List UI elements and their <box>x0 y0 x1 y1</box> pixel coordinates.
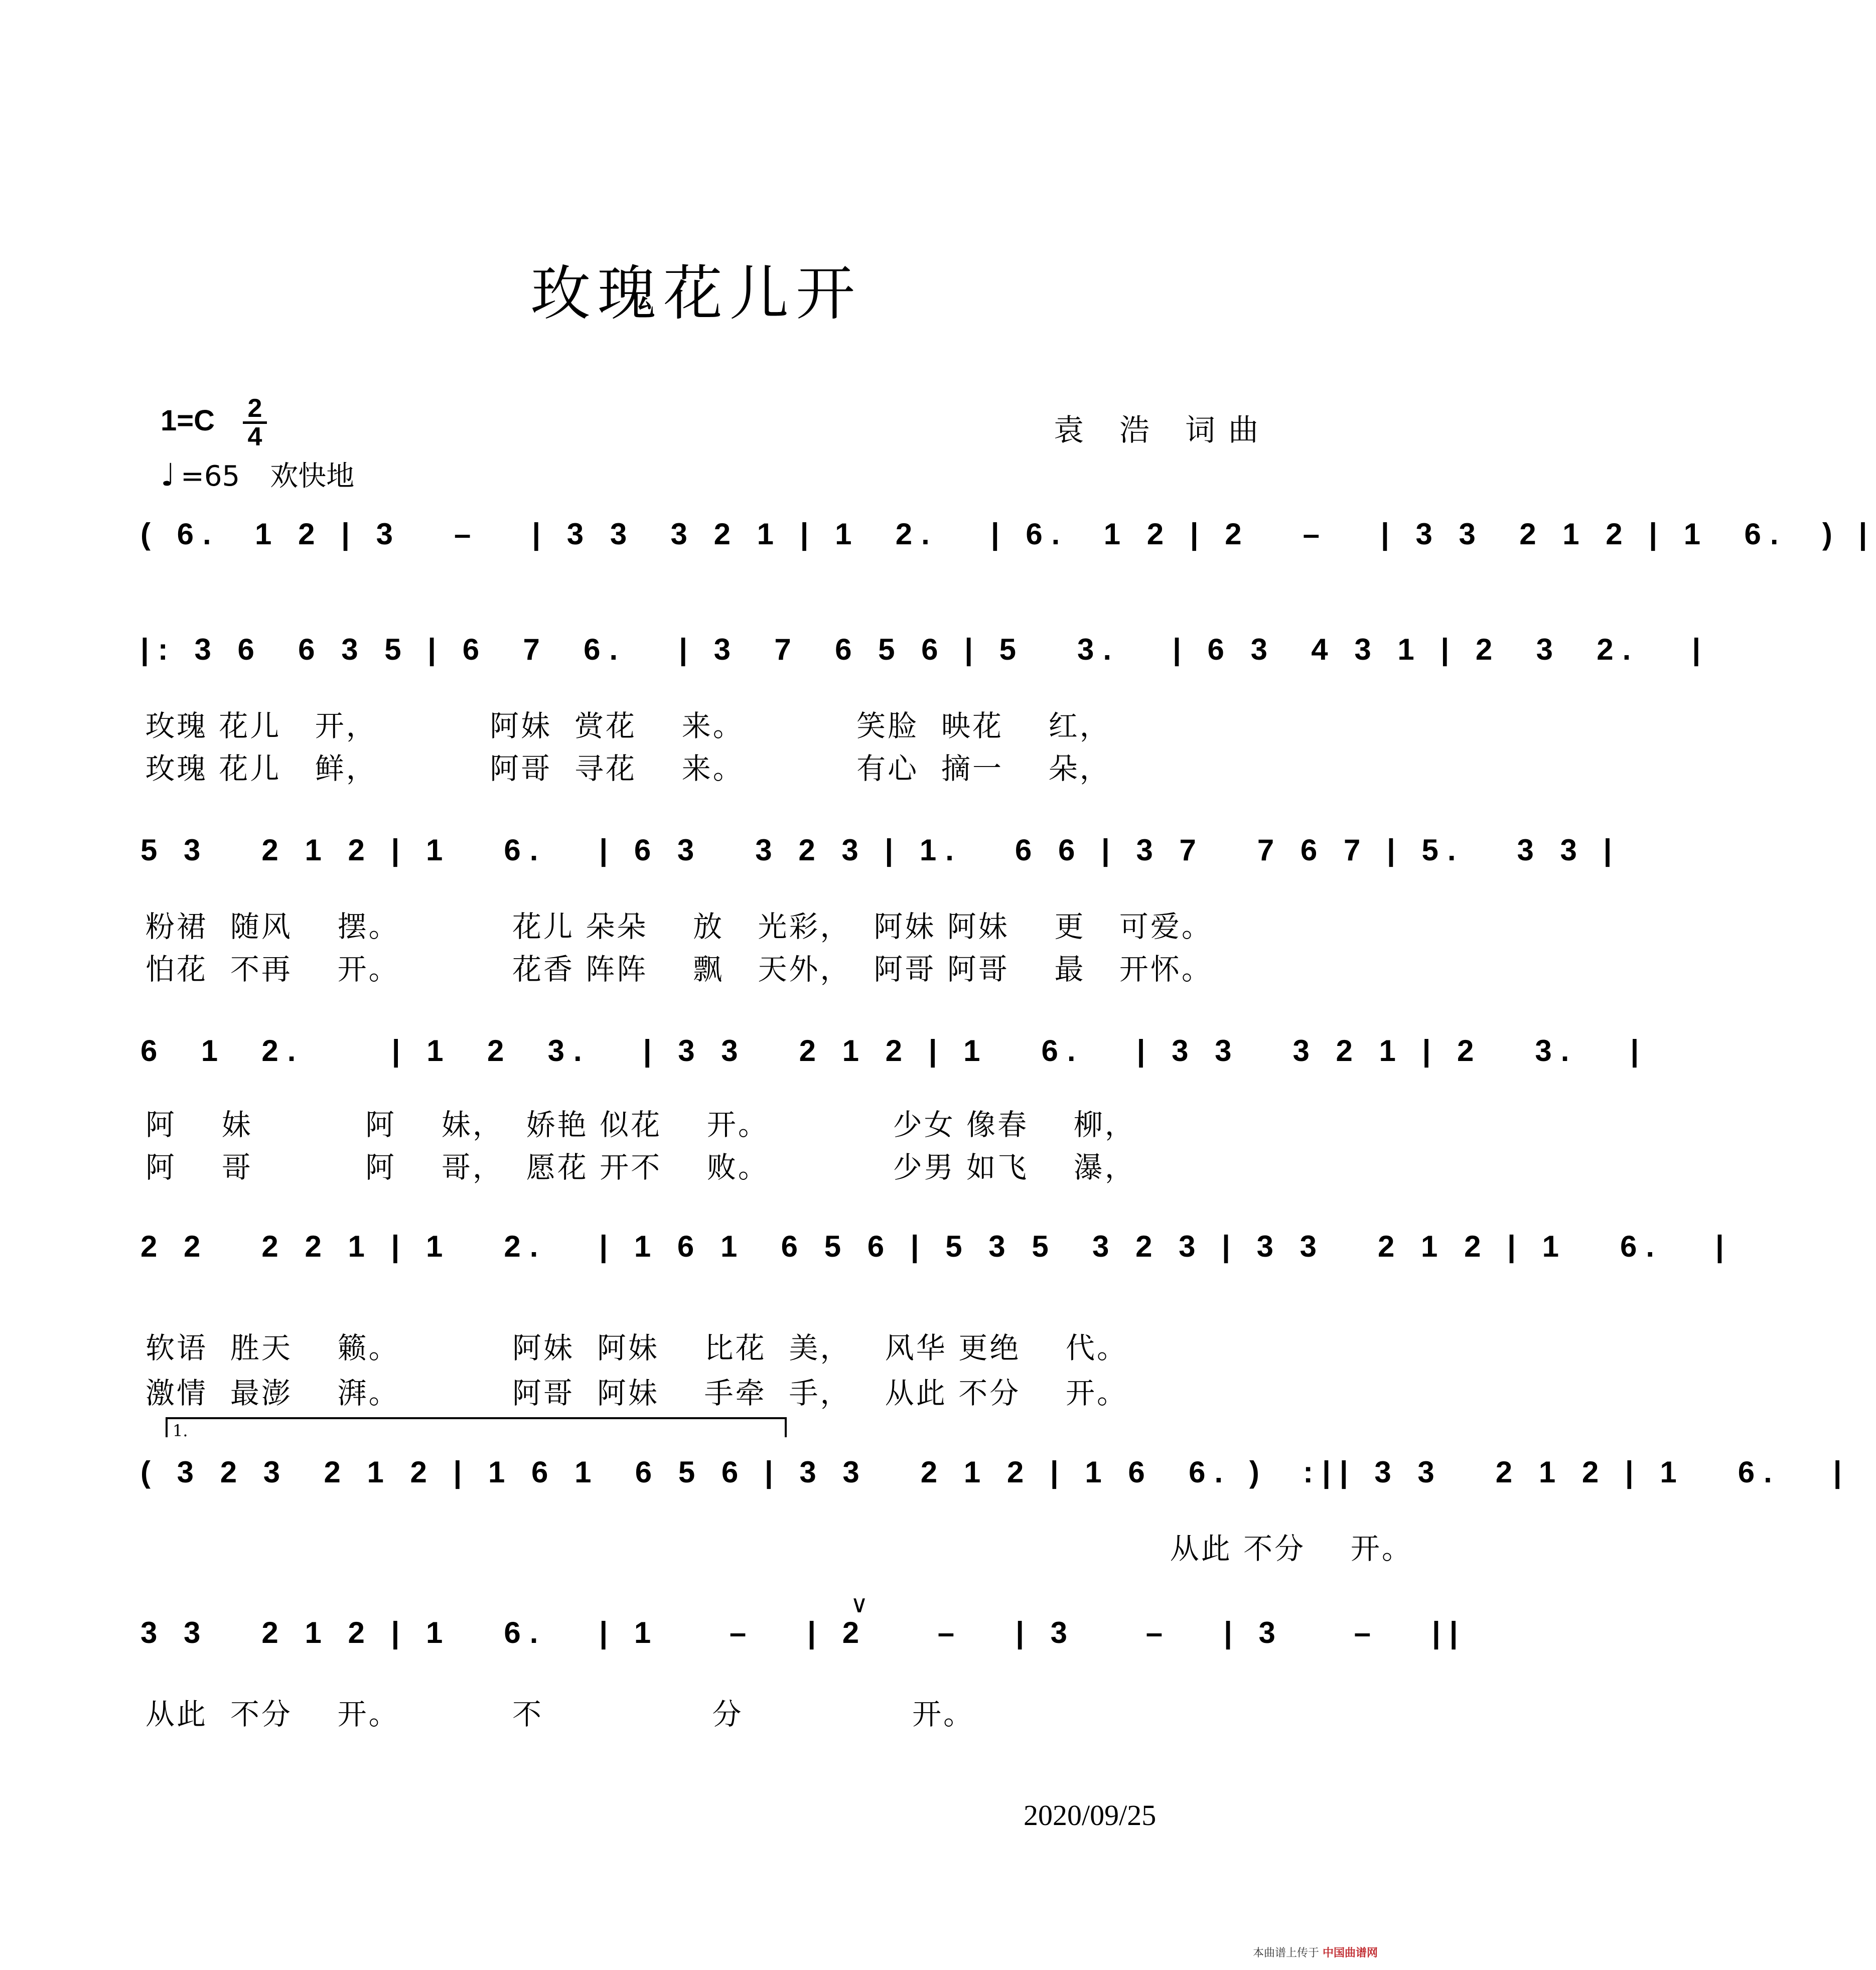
lyric-line-verse-2: 阿 哥 阿 哥， 愿花 开不 败。 少男 如飞 瀑， <box>146 1150 1136 1184</box>
notation-system-intro <box>140 507 1876 567</box>
quarter-note-icon: ♩ <box>161 457 176 493</box>
volta-label: 1. <box>173 1421 188 1440</box>
system-notes: ( 3 2 3 2 1 2 | 1 6 1 6 5 6 | 3 3 2 1 2 | 1 6 6. ) :|| 3 3 2 1 2 | 1 6. | <box>140 1455 1851 1489</box>
lyric-line-verse-2: 怕花 不再 开。 花香 阵阵 飘 天外， 阿哥 阿哥 最 开怀。 <box>146 952 1213 986</box>
meter-top: 2 <box>247 394 262 423</box>
time-signature <box>240 396 270 449</box>
system-notes: 3 3 2 1 2 | 1 6. | 1 – | 2 – | 3 – | 3 – || <box>140 1616 1467 1649</box>
notation-system-1 <box>140 622 1710 682</box>
meter-bottom: 4 <box>247 422 262 451</box>
lyric-line-ending: 从此 不分 开。 <box>146 1532 1413 1566</box>
notation-system-5 <box>140 1445 1851 1505</box>
page-title: 玫瑰花儿开 <box>530 259 862 328</box>
lyric-line-final: 从此 不分 开。 不 分 开。 <box>146 1697 975 1731</box>
system-notes: 5 3 2 1 2 | 1 6. | 6 3 3 2 3 | 1. 6 6 | 3 7 7 6 7 | 5. 3 3 | <box>140 833 1621 867</box>
tempo-marking <box>161 454 354 494</box>
notation-system-2 <box>140 823 1621 883</box>
footer-credit <box>1253 1944 1378 1960</box>
lyric-line-verse-1: 阿 妹 阿 妹， 娇艳 似花 开。 少女 像春 柳， <box>146 1108 1136 1142</box>
composer-credit: 袁 浩 词曲 <box>1054 413 1272 448</box>
notation-system-3 <box>140 1023 1648 1084</box>
notation-system-6 <box>140 1605 1467 1665</box>
footer-brand: 中国曲谱网 <box>1322 1947 1378 1959</box>
lyric-line-verse-1: 软语 胜天 籁。 阿妹 阿妹 比花 美， 风华 更绝 代。 <box>146 1331 1128 1365</box>
lyric-line-verse-2: 激情 最澎 湃。 阿哥 阿妹 手牵 手， 从此 不分 开。 <box>146 1376 1128 1410</box>
lyric-line-verse-1: 玫瑰 花儿 开， 阿妹 赏花 来。 笑脸 映花 红， <box>146 709 1111 743</box>
tempo-value: =65 <box>181 460 240 493</box>
first-ending-bracket <box>166 1417 787 1440</box>
tempo-expression: 欢快地 <box>270 460 355 493</box>
system-notes: 2 2 2 2 1 | 1 2. | 1 6 1 6 5 6 | 5 3 5 3 2 3 | 3 3 2 1 2 | 1 6. | <box>140 1230 1733 1263</box>
system-notes: 6 1 2. | 1 2 3. | 3 3 2 1 2 | 1 6. | 3 3 3 2 1 | 2 3. | <box>140 1034 1648 1068</box>
system-notes: ( 6. 1 2 | 3 – | 3 3 3 2 1 | 1 2. | 6. 1 2 | 2 – | 3 3 2 1 2 | 1 6. ) | <box>140 517 1876 551</box>
lyric-line-verse-1: 粉裙 随风 摆。 花儿 朵朵 放 光彩， 阿妹 阿妹 更 可爱。 <box>146 910 1213 944</box>
breath-mark-icon: ∨ <box>850 1591 869 1618</box>
system-notes: |: 3 6 6 3 5 | 6 7 6. | 3 7 6 5 6 | 5 3. | 6 3 4 3 1 | 2 3 2. | <box>140 633 1710 666</box>
notation-system-4 <box>140 1219 1733 1279</box>
lyric-line-verse-2: 玫瑰 花儿 鲜， 阿哥 寻花 来。 有心 摘一 朵， <box>146 751 1111 786</box>
date-stamp: 2020/09/25 <box>1024 1799 1157 1832</box>
key-signature: 1=C <box>161 404 215 437</box>
footer-prefix: 本曲谱上传于 <box>1252 1947 1319 1959</box>
